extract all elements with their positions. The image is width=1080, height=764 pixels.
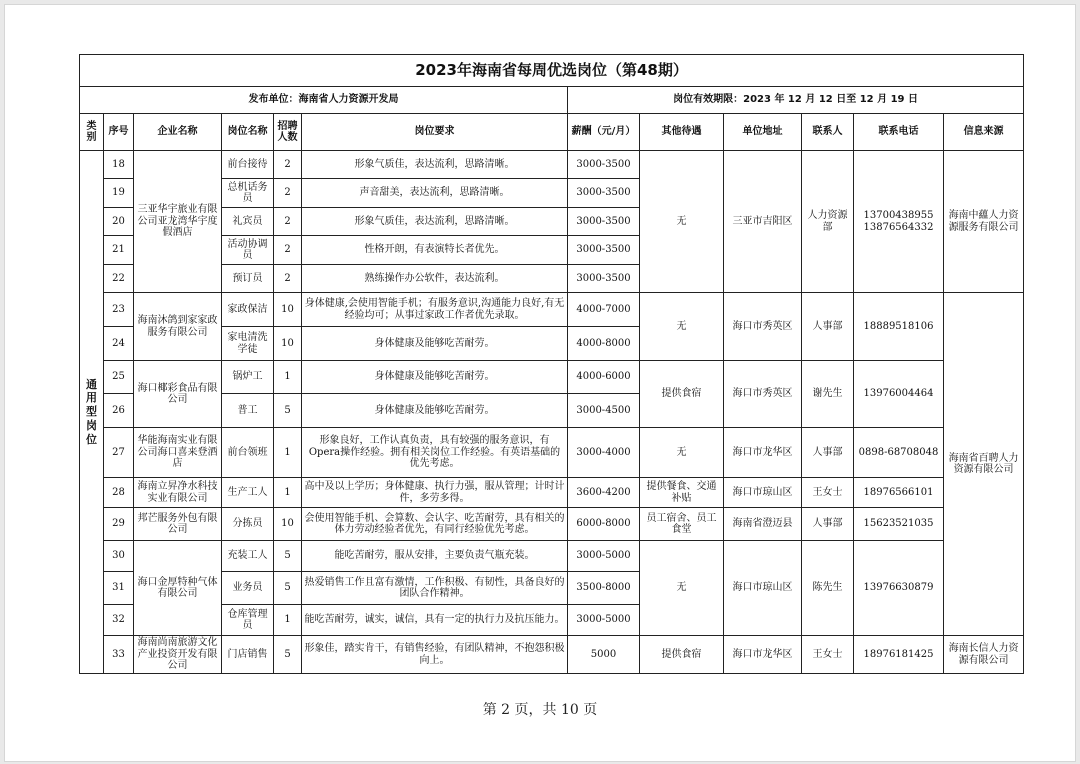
address: 海口市秀英区 xyxy=(724,293,802,361)
company-name: 华能海南实业有限公司海口喜来登酒店 xyxy=(134,428,222,478)
col-header: 信息来源 xyxy=(944,114,1024,151)
row-number: 19 xyxy=(104,179,134,208)
address: 三亚市吉阳区 xyxy=(724,151,802,293)
table-row xyxy=(80,636,1024,674)
requirement: 身体健康及能够吃苦耐劳。 xyxy=(302,361,568,394)
company-name: 三亚华宇旅业有限公司亚龙湾华宇度假酒店 xyxy=(134,151,222,293)
headcount: 5 xyxy=(274,636,302,674)
headcount: 1 xyxy=(274,478,302,508)
row-number: 20 xyxy=(104,208,134,236)
post-name: 锅炉工 xyxy=(222,361,274,394)
benefits: 提供餐食、交通补贴 xyxy=(640,478,724,508)
validity-period: 岗位有效期限：2023 年 12 月 12 日至 12 月 19 日 xyxy=(568,87,1024,114)
table-row xyxy=(80,428,1024,478)
row-number: 22 xyxy=(104,265,134,293)
salary: 3000-3500 xyxy=(568,208,640,236)
post-name: 业务员 xyxy=(222,572,274,605)
post-name: 总机话务员 xyxy=(222,179,274,208)
phone: 15623521035 xyxy=(854,508,944,541)
info-source: 海南中蘊人力资源服务有限公司 xyxy=(944,151,1024,293)
benefits: 无 xyxy=(640,541,724,636)
company-name: 海南立昇净水科技实业有限公司 xyxy=(134,478,222,508)
requirement: 声音甜美，表达流利，思路清晰。 xyxy=(302,179,568,208)
phone: 0898-68708048 xyxy=(854,428,944,478)
col-header: 联系人 xyxy=(802,114,854,151)
requirement: 热爱销售工作且富有激情，工作积极、有韧性，具备良好的团队合作精神。 xyxy=(302,572,568,605)
post-name: 家政保洁 xyxy=(222,293,274,327)
row-number: 27 xyxy=(104,428,134,478)
contact-person: 谢先生 xyxy=(802,361,854,428)
post-name: 门店销售 xyxy=(222,636,274,674)
col-header: 企业名称 xyxy=(134,114,222,151)
address: 海口市秀英区 xyxy=(724,361,802,428)
table-row xyxy=(80,508,1024,541)
benefits: 员工宿舍、员工食堂 xyxy=(640,508,724,541)
headcount: 2 xyxy=(274,151,302,179)
salary: 5000 xyxy=(568,636,640,674)
benefits: 无 xyxy=(640,428,724,478)
post-name: 分拣员 xyxy=(222,508,274,541)
col-header: 岗位名称 xyxy=(222,114,274,151)
col-header: 招聘人数 xyxy=(274,114,302,151)
contact-person: 王女士 xyxy=(802,478,854,508)
category-cell xyxy=(80,151,104,674)
company-name: 海口椰彩食品有限公司 xyxy=(134,361,222,428)
phone: 13976004464 xyxy=(854,361,944,428)
salary: 4000-8000 xyxy=(568,327,640,361)
post-name: 生产工人 xyxy=(222,478,274,508)
col-header: 序号 xyxy=(104,114,134,151)
row-number: 26 xyxy=(104,394,134,428)
company-name: 邦芒服务外包有限公司 xyxy=(134,508,222,541)
headcount: 10 xyxy=(274,327,302,361)
headcount: 2 xyxy=(274,265,302,293)
phone: 13976630879 xyxy=(854,541,944,636)
salary: 3500-8000 xyxy=(568,572,640,605)
requirement: 能吃苦耐劳，诚实，诚信，具有一定的执行力及抗压能力。 xyxy=(302,605,568,636)
headcount: 1 xyxy=(274,361,302,394)
requirement: 形象良好，工作认真负责，具有较强的服务意识，有Opera操作经验。拥有相关岗位工作经验。有英语基础的优先考虑。 xyxy=(302,428,568,478)
address: 海口市琼山区 xyxy=(724,478,802,508)
salary: 3000-3500 xyxy=(568,265,640,293)
requirement: 高中及以上学历；身体健康、执行力强，服从管理；计时计件，多劳多得。 xyxy=(302,478,568,508)
post-name: 前台领班 xyxy=(222,428,274,478)
row-number: 29 xyxy=(104,508,134,541)
salary: 3000-5000 xyxy=(568,605,640,636)
requirement: 形象佳，踏实肯干，有销售经验，有团队精神，不抱怨积极向上。 xyxy=(302,636,568,674)
contact-person: 王女士 xyxy=(802,636,854,674)
headcount: 1 xyxy=(274,428,302,478)
salary: 6000-8000 xyxy=(568,508,640,541)
requirement: 能吃苦耐劳，服从安排，主要负责气瓶充装。 xyxy=(302,541,568,572)
table-title: 2023年海南省每周优选岗位（第48期） xyxy=(80,55,1024,87)
row-number: 25 xyxy=(104,361,134,394)
contact-person: 人事部 xyxy=(802,508,854,541)
table-row xyxy=(80,151,1024,179)
table-row xyxy=(80,361,1024,394)
row-number: 23 xyxy=(104,293,134,327)
salary: 3000-4500 xyxy=(568,394,640,428)
row-number: 31 xyxy=(104,572,134,605)
publisher: 发布单位：海南省人力资源开发局 xyxy=(80,87,568,114)
requirement: 会使用智能手机、会算数、会认字、吃苦耐劳，具有相关的体力劳动经验者优先，有同行经验优先考虑。 xyxy=(302,508,568,541)
salary: 3000-3500 xyxy=(568,236,640,265)
headcount: 2 xyxy=(274,236,302,265)
contact-person: 陈先生 xyxy=(802,541,854,636)
col-header: 岗位要求 xyxy=(302,114,568,151)
post-name: 礼宾员 xyxy=(222,208,274,236)
page-footer: 第 2 页，共 10 页 xyxy=(482,702,598,718)
row-number: 21 xyxy=(104,236,134,265)
row-number: 18 xyxy=(104,151,134,179)
phone: 18976566101 xyxy=(854,478,944,508)
requirement: 身体健康及能够吃苦耐劳。 xyxy=(302,327,568,361)
salary: 3000-3500 xyxy=(568,151,640,179)
row-number: 28 xyxy=(104,478,134,508)
document-page xyxy=(4,4,1076,762)
info-source: 海南省百聘人力资源有限公司 xyxy=(944,293,1024,636)
company-name: 海南尚南旅游文化产业投资开发有限公司 xyxy=(134,636,222,674)
contact-person: 人事部 xyxy=(802,293,854,361)
headcount: 1 xyxy=(274,605,302,636)
company-name: 海南沐鸽到家家政服务有限公司 xyxy=(134,293,222,361)
col-header: 联系电话 xyxy=(854,114,944,151)
requirement: 身体健康及能够吃苦耐劳。 xyxy=(302,394,568,428)
salary: 3600-4200 xyxy=(568,478,640,508)
contact-person: 人力资源部 xyxy=(802,151,854,293)
table-row xyxy=(80,478,1024,508)
contact-person: 人事部 xyxy=(802,428,854,478)
salary: 3000-3500 xyxy=(568,179,640,208)
address: 海口市琼山区 xyxy=(724,541,802,636)
post-name: 普工 xyxy=(222,394,274,428)
post-name: 仓库管理员 xyxy=(222,605,274,636)
requirement: 形象气质佳，表达流利，思路清晰。 xyxy=(302,208,568,236)
table-row xyxy=(80,541,1024,572)
requirement: 性格开朗，有表演特长者优先。 xyxy=(302,236,568,265)
post-name: 预订员 xyxy=(222,265,274,293)
post-name: 充装工人 xyxy=(222,541,274,572)
col-header: 其他待遇 xyxy=(640,114,724,151)
benefits: 提供食宿 xyxy=(640,636,724,674)
post-name: 家电清洗学徒 xyxy=(222,327,274,361)
table-row xyxy=(80,293,1024,327)
job-table xyxy=(79,54,1024,674)
row-number: 32 xyxy=(104,605,134,636)
requirement: 形象气质佳，表达流利，思路清晰。 xyxy=(302,151,568,179)
address: 海口市龙华区 xyxy=(724,428,802,478)
salary: 4000-7000 xyxy=(568,293,640,327)
post-name: 活动协调员 xyxy=(222,236,274,265)
col-header: 单位地址 xyxy=(724,114,802,151)
benefits: 无 xyxy=(640,151,724,293)
post-name: 前台接待 xyxy=(222,151,274,179)
requirement: 熟练操作办公软件，表达流利。 xyxy=(302,265,568,293)
category-label: 通用型岗位 xyxy=(86,377,97,446)
phone: 18889518106 xyxy=(854,293,944,361)
headcount: 5 xyxy=(274,541,302,572)
row-number: 33 xyxy=(104,636,134,674)
headcount: 10 xyxy=(274,508,302,541)
headcount: 10 xyxy=(274,293,302,327)
salary: 3000-4000 xyxy=(568,428,640,478)
headcount: 5 xyxy=(274,572,302,605)
headcount: 2 xyxy=(274,208,302,236)
phone: 13700438955 13876564332 xyxy=(854,151,944,293)
salary: 4000-6000 xyxy=(568,361,640,394)
info-source: 海南长信人力资源有限公司 xyxy=(944,636,1024,674)
col-header: 薪酬（元/月） xyxy=(568,114,640,151)
address: 海口市龙华区 xyxy=(724,636,802,674)
benefits: 提供食宿 xyxy=(640,361,724,428)
row-number: 24 xyxy=(104,327,134,361)
headcount: 5 xyxy=(274,394,302,428)
headcount: 2 xyxy=(274,179,302,208)
phone: 18976181425 xyxy=(854,636,944,674)
benefits: 无 xyxy=(640,293,724,361)
col-header: 类别 xyxy=(80,114,104,151)
header-row xyxy=(80,114,1024,151)
company-name: 海口金厚特种气体有限公司 xyxy=(134,541,222,636)
row-number: 30 xyxy=(104,541,134,572)
salary: 3000-5000 xyxy=(568,541,640,572)
requirement: 身体健康,会使用智能手机；有服务意识,沟通能力良好,有无经验均可；从事过家政工作者优先录取。 xyxy=(302,293,568,327)
address: 海南省澄迈县 xyxy=(724,508,802,541)
